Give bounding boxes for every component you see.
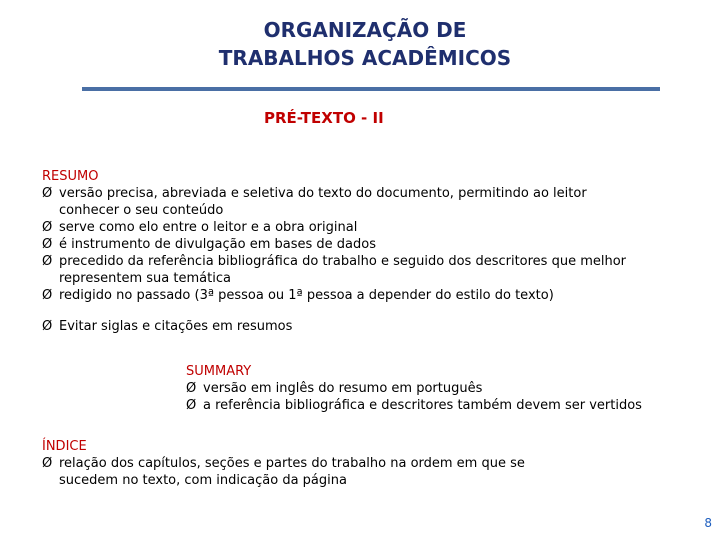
list-item	[42, 318, 642, 335]
resumo-extra-section	[42, 318, 642, 335]
list-item	[42, 236, 642, 253]
list-item-text: é instrumento de divulgação em bases de dados	[59, 237, 376, 252]
indice-heading: ÍNDICE	[42, 439, 87, 454]
list-item	[186, 380, 706, 397]
arrow-bullet-icon: Ø	[42, 319, 53, 334]
list-item-text: a referência bibliográfica e descritores também devem ser vertidos	[203, 398, 642, 413]
list-item	[42, 455, 562, 489]
summary-heading: SUMMARY	[186, 364, 252, 379]
page-number: 8	[704, 516, 712, 530]
list-item	[42, 287, 642, 304]
resumo-section	[42, 168, 642, 304]
arrow-bullet-icon: Ø	[42, 456, 53, 471]
title-divider	[82, 87, 660, 91]
list-item-text: serve como elo entre o leitor e a obra original	[59, 220, 358, 235]
summary-section	[186, 363, 706, 414]
arrow-bullet-icon: Ø	[42, 220, 53, 235]
title-line-1: ORGANIZAÇÃO DE	[263, 18, 467, 42]
list-item	[186, 397, 706, 414]
list-item-text: versão precisa, abreviada e seletiva do texto do documento, permitindo ao leitor conhecer o seu conteúdo	[59, 186, 587, 218]
list-item-text: redigido no passado (3ª pessoa ou 1ª pessoa a depender do estilo do texto)	[59, 288, 554, 303]
list-item	[42, 219, 642, 236]
list-item	[42, 253, 642, 287]
resumo-heading: RESUMO	[42, 169, 99, 184]
indice-section	[42, 438, 562, 489]
list-item	[42, 185, 642, 219]
arrow-bullet-icon: Ø	[186, 381, 197, 396]
list-item-text: Evitar siglas e citações em resumos	[59, 319, 293, 334]
list-item-text: relação dos capítulos, seções e partes do trabalho na ordem em que se sucedem no texto, com indicação da página	[59, 456, 525, 488]
list-item-text: precedido da referência bibliográfica do trabalho e seguido dos descritores que melhor representem sua temática	[59, 254, 627, 286]
title-line-2: TRABALHOS ACADÊMICOS	[218, 46, 512, 70]
arrow-bullet-icon: Ø	[42, 288, 53, 303]
arrow-bullet-icon: Ø	[42, 237, 53, 252]
list-item-text: versão em inglês do resumo em português	[203, 381, 483, 396]
slide-subtitle: PRÉ-TEXTO - II	[264, 109, 384, 127]
arrow-bullet-icon: Ø	[42, 186, 53, 201]
slide-title	[150, 16, 580, 72]
arrow-bullet-icon: Ø	[42, 254, 53, 269]
arrow-bullet-icon: Ø	[186, 398, 197, 413]
